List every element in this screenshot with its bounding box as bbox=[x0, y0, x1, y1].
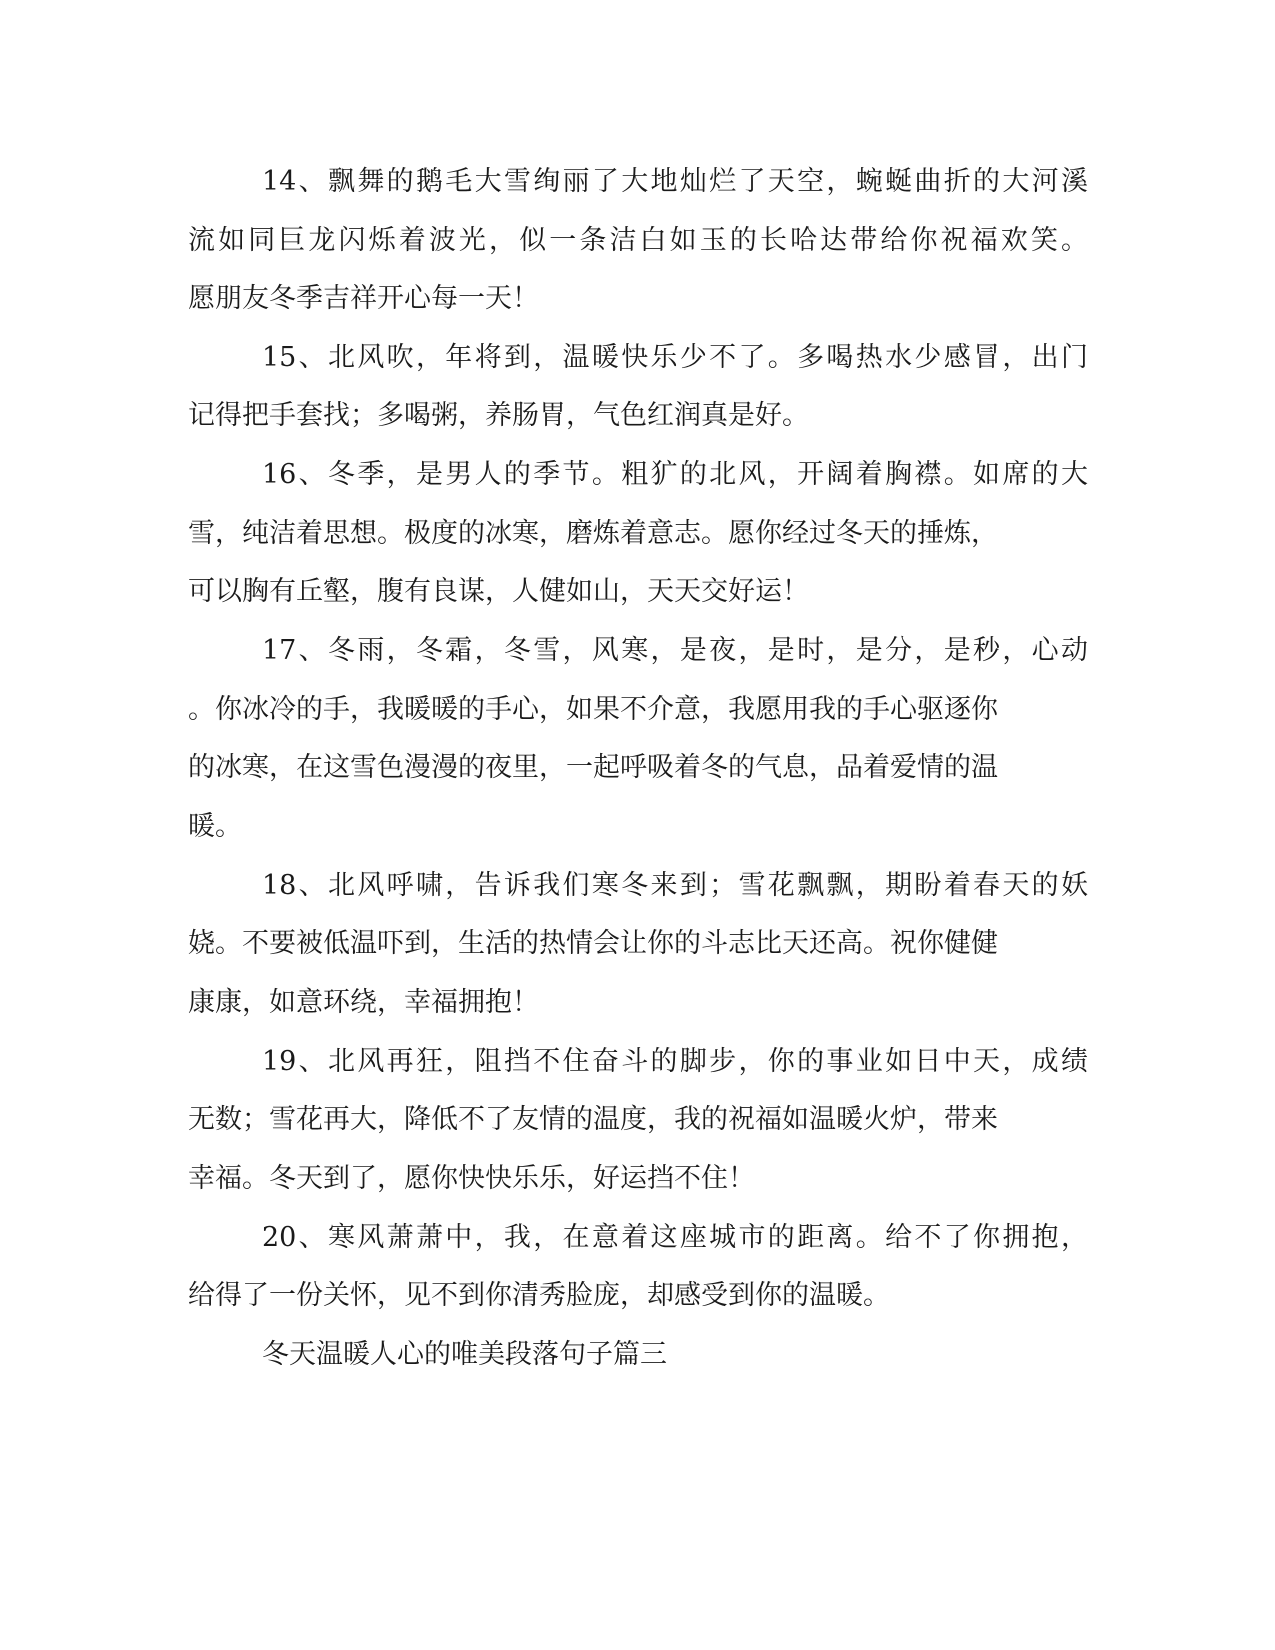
paragraph-17-line-1: 17、冬雨，冬霜，冬雪，风寒，是夜，是时，是分，是秒，心动 bbox=[262, 635, 1088, 666]
paragraph-14-line-1: 14、飘舞的鹅毛大雪绚丽了大地灿烂了天空，蜿蜒曲折的大河溪 bbox=[262, 166, 1088, 197]
paragraph-14-line-3: 愿朋友冬季吉祥开心每一天！ bbox=[188, 283, 539, 314]
paragraph-17-line-4: 暖。 bbox=[188, 811, 242, 842]
paragraph-16-line-1: 16、冬季，是男人的季节。粗犷的北风，开阔着胸襟。如席的大 bbox=[262, 459, 1088, 490]
paragraph-18-line-3: 康康，如意环绕，幸福拥抱！ bbox=[188, 987, 539, 1018]
paragraph-17-line-2: 。你冰冷的手，我暖暖的手心，如果不介意，我愿用我的手心驱逐你 bbox=[188, 694, 998, 725]
paragraph-18-line-1: 18、北风呼啸，告诉我们寒冬来到；雪花飘飘，期盼着春天的妖 bbox=[262, 870, 1088, 901]
paragraph-19-line-3: 幸福。冬天到了，愿你快快乐乐，好运挡不住！ bbox=[188, 1163, 755, 1194]
paragraph-17-line-3: 的冰寒，在这雪色漫漫的夜里，一起呼吸着冬的气息，品着爱情的温 bbox=[188, 752, 998, 783]
paragraph-18-line-2: 娆。不要被低温吓到，生活的热情会让你的斗志比天还高。祝你健健 bbox=[188, 928, 998, 959]
paragraph-19-line-1: 19、北风再狂，阻挡不住奋斗的脚步，你的事业如日中天，成绩 bbox=[262, 1046, 1088, 1077]
paragraph-16-line-2: 雪，纯洁着思想。极度的冰寒，磨炼着意志。愿你经过冬天的捶炼， bbox=[188, 518, 998, 549]
paragraph-16-line-3: 可以胸有丘壑，腹有良谋，人健如山，天天交好运！ bbox=[188, 576, 809, 607]
section-heading: 冬天温暖人心的唯美段落句子篇三 bbox=[262, 1339, 667, 1370]
paragraph-20-line-2: 给得了一份关怀，见不到你清秀脸庞，却感受到你的温暖。 bbox=[188, 1280, 890, 1311]
paragraph-15-line-2: 记得把手套找；多喝粥，养肠胃，气色红润真是好。 bbox=[188, 400, 809, 431]
paragraph-14-line-2: 流如同巨龙闪烁着波光，似一条洁白如玉的长哈达带给你祝福欢笑。 bbox=[188, 225, 1088, 256]
paragraph-19-line-2: 无数；雪花再大，降低不了友情的温度，我的祝福如温暖火炉，带来 bbox=[188, 1104, 998, 1135]
paragraph-20-line-1: 20、寒风萧萧中，我，在意着这座城市的距离。给不了你拥抱， bbox=[262, 1222, 1088, 1253]
paragraph-15-line-1: 15、北风吹，年将到，温暖快乐少不了。多喝热水少感冒，出门 bbox=[262, 342, 1088, 373]
